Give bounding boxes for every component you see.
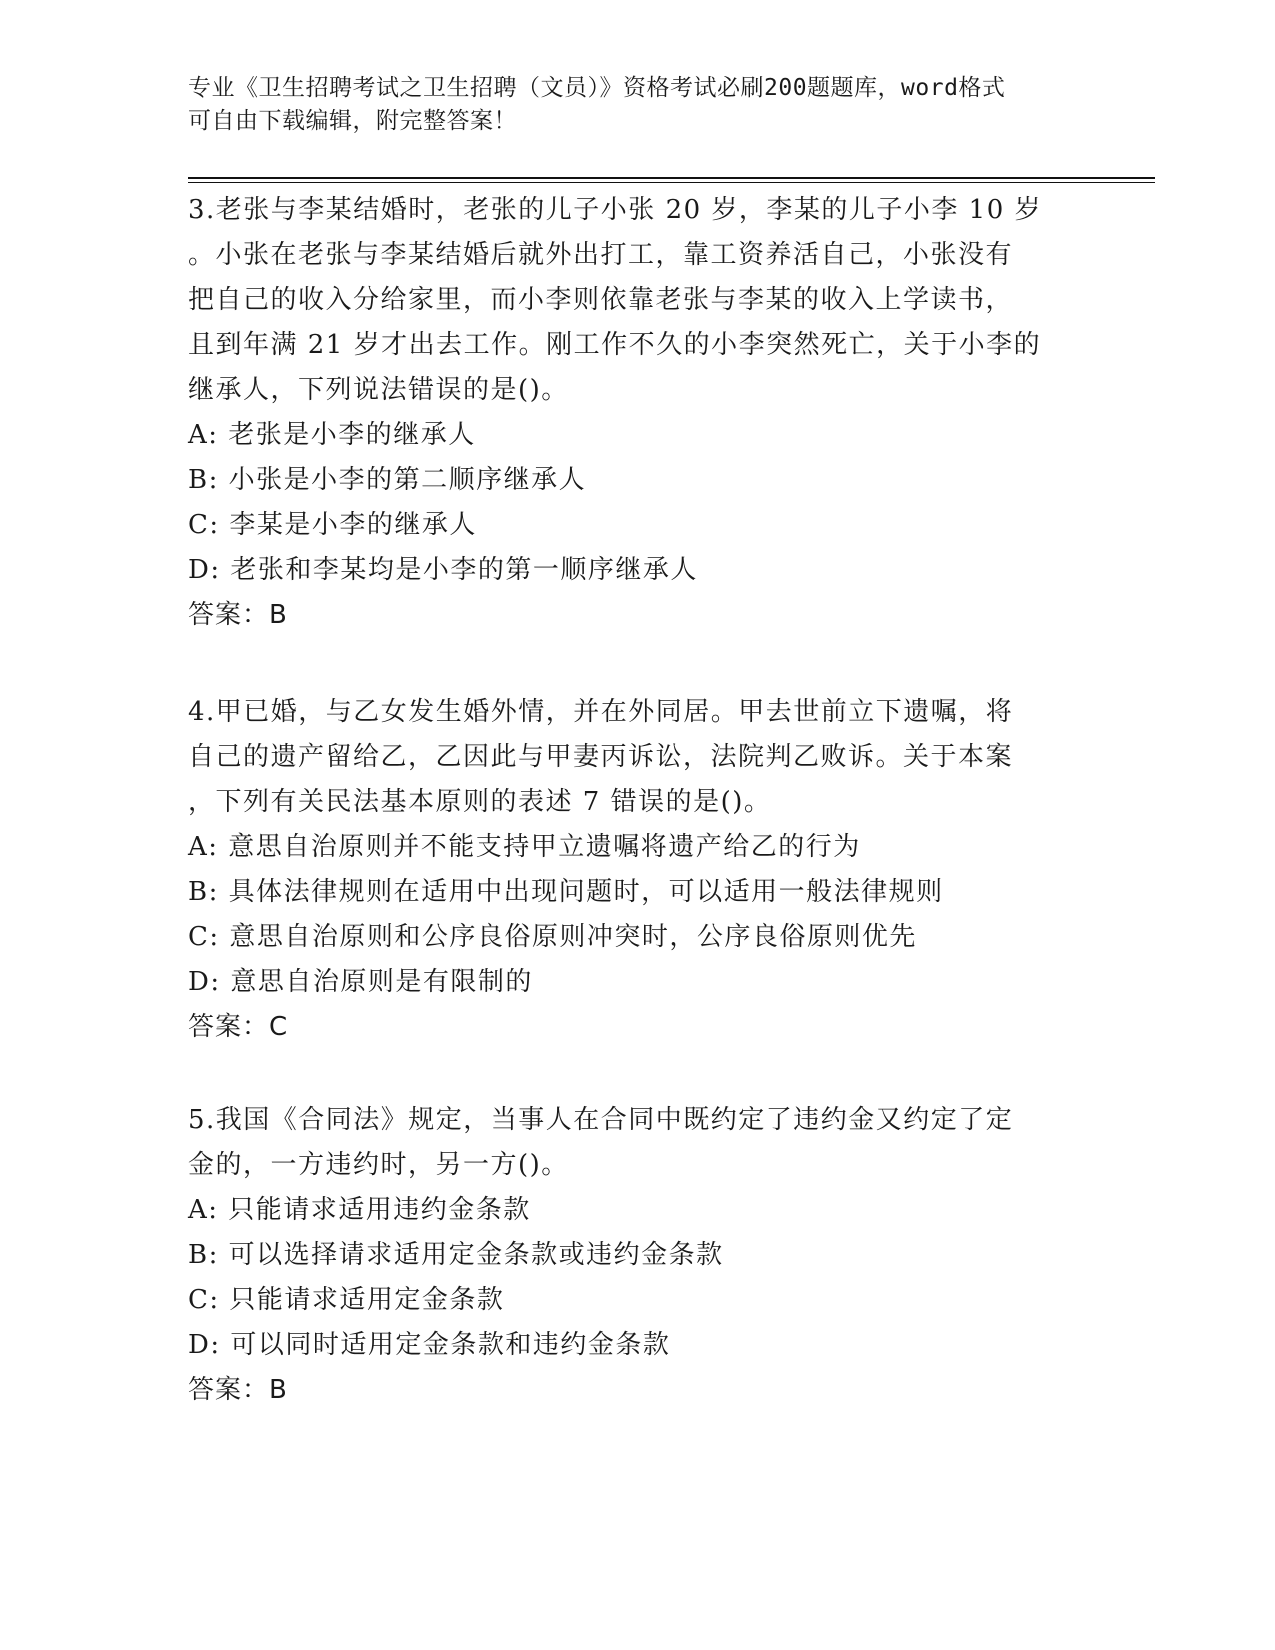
question-5-option-d: D: 可以同时适用定金条款和违约金条款 [188,1330,671,1360]
question-5-option-a: A: 只能请求适用违约金条款 [188,1195,531,1225]
question-4-option-d: D: 意思自治原则是有限制的 [188,967,533,997]
question-3-option-b: B: 小张是小李的第二顺序继承人 [188,465,587,495]
question-3 [188,188,1088,638]
question-3-answer: 答案：B [188,600,288,630]
question-3-stem-line: 把自己的收入分给家里，而小李则依靠老张与李某的收入上学读书， [188,285,1014,315]
question-3-option-a: A: 老张是小李的继承人 [188,420,476,450]
question-5 [188,1098,1088,1413]
question-4-option-b: B: 具体法律规则在适用中出现问题时，可以适用一般法律规则 [188,877,944,907]
question-5-answer: 答案：B [188,1375,288,1405]
question-3-option-d: D: 老张和李某均是小李的第一顺序继承人 [188,555,698,585]
question-4-option-c: C: 意思自治原则和公序良俗原则冲突时，公序良俗原则优先 [188,922,917,952]
question-3-stem-line: 继承人，下列说法错误的是()。 [188,375,569,405]
question-3-stem-line: 。小张在老张与李某结婚后就外出打工，靠工资养活自己，小张没有 [188,240,1014,270]
question-4-stem-line: 4.甲已婚，与乙女发生婚外情，并在外同居。甲去世前立下遗嘱，将 [188,697,1014,727]
header-title-line-1: 专业《卫生招聘考试之卫生招聘（文员）》资格考试必刷200题题库，word格式 [188,75,1006,101]
question-4-option-a: A: 意思自治原则并不能支持甲立遗嘱将遗产给乙的行为 [188,832,861,862]
header-divider-thin [188,182,1155,183]
question-5-option-c: C: 只能请求适用定金条款 [188,1285,505,1315]
header-title-line-2: 可自由下载编辑，附完整答案！ [188,108,517,134]
question-4-stem-line: ，下列有关民法基本原则的表述 7 错误的是()。 [188,787,772,817]
question-4-stem-line: 自己的遗产留给乙，乙因此与甲妻丙诉讼，法院判乙败诉。关于本案 [188,742,1014,772]
document-header [188,72,1088,138]
question-4-answer: 答案：C [188,1012,289,1042]
question-3-option-c: C: 李某是小李的继承人 [188,510,477,540]
question-3-stem-line: 3.老张与李某结婚时，老张的儿子小张 20 岁，李某的儿子小李 10 岁 [188,195,1043,225]
header-divider-thick [188,177,1155,179]
question-4 [188,690,1088,1050]
question-5-stem-line: 5.我国《合同法》规定，当事人在合同中既约定了违约金又约定了定 [188,1105,1014,1135]
question-5-stem-line: 金的，一方违约时，另一方()。 [188,1150,569,1180]
question-3-stem-line: 且到年满 21 岁才出去工作。刚工作不久的小李突然死亡，关于小李的 [188,330,1042,360]
question-5-option-b: B: 可以选择请求适用定金条款或违约金条款 [188,1240,724,1270]
